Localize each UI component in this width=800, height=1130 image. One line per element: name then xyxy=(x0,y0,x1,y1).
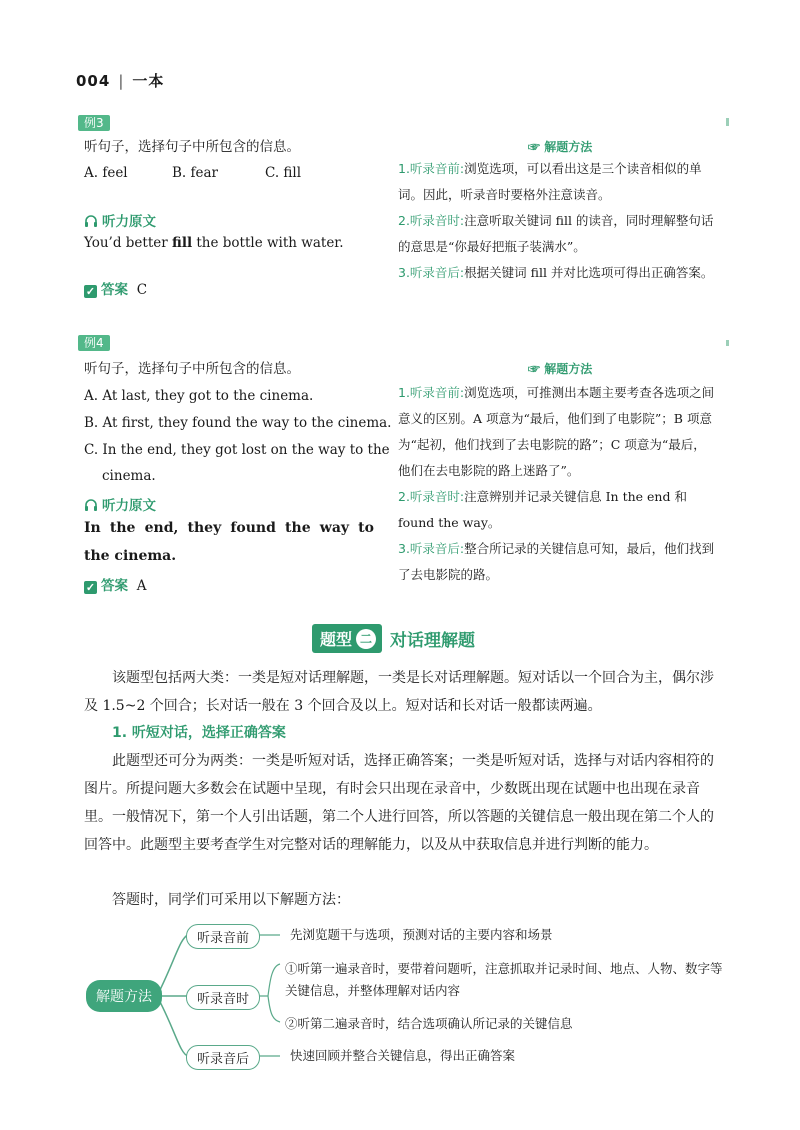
example3-question: 听句子，选择句子中所包含的信息。 xyxy=(84,139,300,155)
edge-mark xyxy=(726,340,729,346)
example3-method-2: 2.听录音时:注意听取关键词 fill 的读音，同时理解整句话的意思是“你最好把瓶子装满水”。 xyxy=(398,213,714,254)
example4-method-1: 1.听录音前:浏览选项，可推测出本题主要考查各选项之间意义的区别。A 项意为“最后，他们到了电影院”；B 项意为“起初，他们找到了去电影院的路”；C 项意为“最后，他们在去电影院的路上迷路了”。 xyxy=(398,385,715,478)
edge-mark xyxy=(726,118,729,126)
pointing-hand-icon: ☞ xyxy=(528,362,545,376)
example4-tag: 例4 xyxy=(78,332,110,351)
example4-transcript-label: 听力原文 xyxy=(84,494,156,514)
header-separator: | xyxy=(118,72,125,90)
headphones-icon xyxy=(84,214,98,228)
brand-name: 一本 xyxy=(132,72,165,90)
section-banner xyxy=(312,624,475,653)
example4-option-c: C. In the end, they got lost on the way to the cinema. xyxy=(84,442,390,484)
mindmap-root: 解题方法 xyxy=(86,980,162,1012)
pointing-hand-icon: ☞ xyxy=(528,140,545,154)
section-badge: 题型 二 xyxy=(312,624,382,653)
example3-tag: 例3 xyxy=(78,112,110,131)
example3-method-title: ☞ 解题方法 xyxy=(528,140,593,154)
mindmap-node-before: 听录音前 xyxy=(186,924,260,949)
example3-option-c: C. fill xyxy=(265,165,302,181)
headphones-icon xyxy=(84,498,98,512)
example4-method-3: 3.听录音后:整合所记录的关键信息可知，最后，他们找到了去电影院的路。 xyxy=(398,541,715,582)
mindmap-node-after: 听录音后 xyxy=(186,1045,260,1070)
check-icon: ✓ xyxy=(85,581,96,594)
mindmap-during-item-2: ②听第二遍录音时，结合选项确认所记录的关键信息 xyxy=(285,1016,573,1031)
example3-transcript: You’d better fill the bottle with water. xyxy=(84,235,344,251)
example4-option-b: B. At first, they found the way to the cinema. xyxy=(84,415,392,431)
example3-method-1: 1.听录音前:浏览选项，可以看出这是三个读音相似的单词。因此，听录音时要格外注意读音。 xyxy=(398,161,702,202)
example4-method-title: ☞ 解题方法 xyxy=(528,362,593,376)
mindmap-during-item-1: ①听第一遍录音时，要带着问题听，注意抓取并记录时间、地点、人物、数字等关键信息，并整体理解对话内容 xyxy=(285,961,723,998)
check-icon: ✓ xyxy=(85,285,96,298)
section-title: 对话理解题 xyxy=(390,631,476,651)
section-number: 二 xyxy=(356,629,376,649)
example4-question: 听句子，选择句子中所包含的信息。 xyxy=(84,361,300,377)
mindmap-node-during: 听录音时 xyxy=(186,985,260,1010)
example3-method-3: 3.听录音后:根据关键词 fill 并对比选项可得出正确答案。 xyxy=(398,265,714,280)
section-body: 此题型还可分为两类：一类是听短对话，选择正确答案；一类是听短对话，选择与对话内容相符的图片。所提问题大多数会在试题中呈现，有时会只出现在录音中，少数既出现在试题中也出现在录音里。一般情况下，第一个人引出话题，第二个人进行回答，所以答题的关键信息一般出现在第二个人的回答中。此题型主要考查学生对完整对话的理解能力，以及从中获取信息并进行判断的能力。 xyxy=(84,753,714,853)
section-subtitle: 1. 听短对话，选择正确答案 xyxy=(112,725,286,741)
example3-answer: ✓ 答案 C xyxy=(85,282,148,298)
example4-answer: ✓ 答案 A xyxy=(85,578,147,594)
page-number: 004 xyxy=(76,72,111,90)
page-header xyxy=(76,70,164,91)
section-intro: 该题型包括两大类：一类是短对话理解题，一类是长对话理解题。短对话以一个回合为主，偶尔涉及 1.5~2 个回合；长对话一般在 3 个回合及以上。短对话和长对话一般都读两遍。 xyxy=(84,670,714,714)
section-lead: 答题时，同学们可采用以下解题方法： xyxy=(112,892,350,908)
mindmap-after-item: 快速回顾并整合关键信息，得出正确答案 xyxy=(290,1048,516,1063)
example3-option-b: B. fear xyxy=(172,165,218,181)
example4-option-a: A. At last, they got to the cinema. xyxy=(84,388,314,404)
mindmap-before-item: 先浏览题干与选项，预测对话的主要内容和场景 xyxy=(290,927,553,942)
example3-option-a: A. feel xyxy=(84,165,128,181)
example4-transcript: In the end, they found the way to the cinema. xyxy=(84,520,374,564)
example4-method-2: 2.听录音时:注意辨别并记录关键信息 In the end 和 found the way。 xyxy=(398,489,687,530)
example3-transcript-label: 听力原文 xyxy=(84,210,156,230)
